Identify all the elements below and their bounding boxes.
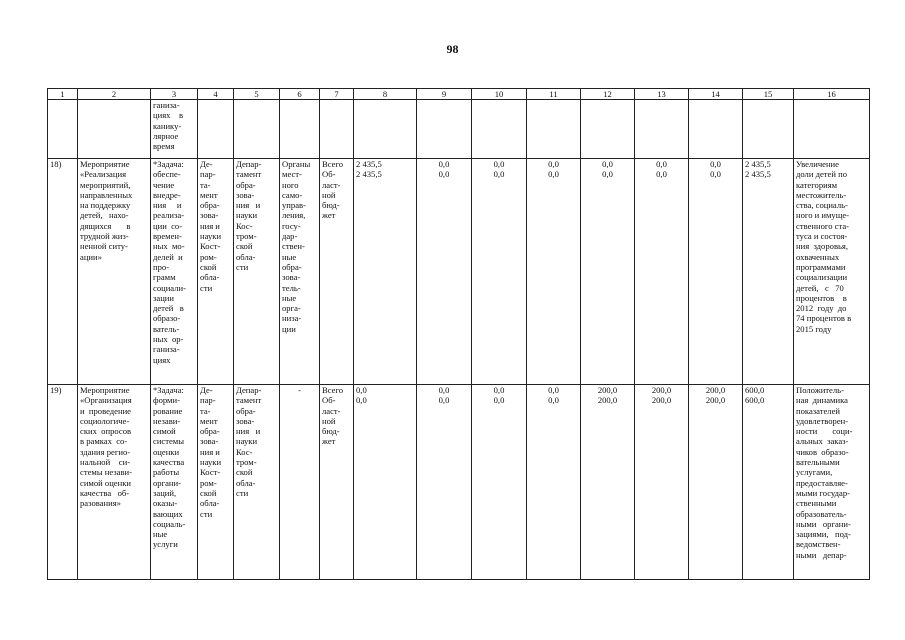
table-cell — [198, 100, 234, 159]
header-cell: 10 — [472, 89, 527, 100]
table-row-continued — [48, 100, 870, 159]
table-cell — [48, 100, 78, 159]
coexecutor-cell: Депар- тамент обра- зова- ния и науки Кос- тром- ской обла- сти — [234, 159, 280, 385]
activity-cell: Мероприятие «Организация и проведение социологиче- ских опросов в рамках со- здания регио- нальной си- стемы незави- симой оценки качества об- разования» — [78, 385, 151, 580]
executor-cell: Де- пар- та- мент обра- зова- ния и науки Кост- ром- ской обла- сти — [198, 385, 234, 580]
table-cell — [354, 100, 417, 159]
header-cell: 15 — [743, 89, 794, 100]
source-cell: Всего Об- ласт- ной бюд- жет — [320, 385, 354, 580]
total-cell: 2 435,5 2 435,5 — [743, 159, 794, 385]
table-cell — [581, 100, 635, 159]
budget-table — [47, 88, 870, 580]
table-cell — [635, 100, 689, 159]
activity-cell: Мероприятие «Реализация мероприятий, направленных на поддержку детей, нахо- дящихся в трудной жиз- ненной ситу- ации» — [78, 159, 151, 385]
header-cell: 6 — [280, 89, 320, 100]
header-cell: 9 — [417, 89, 472, 100]
header-cell: 2 — [78, 89, 151, 100]
header-cell: 11 — [527, 89, 581, 100]
coexecutor-cell: Депар- тамент обра- зова- ния и науки Кос- тром- ской обла- сти — [234, 385, 280, 580]
participants-cell: - — [280, 385, 320, 580]
task-cell: *Задача: форми- рование незави- симой системы оценки качества работы органи- заций, оказы- вающих социаль- ные услуги — [151, 385, 198, 580]
header-cell: 5 — [234, 89, 280, 100]
row-number: 18) — [48, 159, 78, 385]
page-number: 98 — [446, 42, 459, 56]
header-cell: 8 — [354, 89, 417, 100]
header-row — [48, 89, 870, 100]
table-cell — [280, 100, 320, 159]
table-cell — [689, 100, 743, 159]
header-cell: 3 — [151, 89, 198, 100]
table-cell — [234, 100, 280, 159]
header-cell: 14 — [689, 89, 743, 100]
value-cell: 0,0 0,0 — [527, 385, 581, 580]
task-cell: *Задача: обеспе- чение внедре- ния и реализа- ции со- времен- ных мо- делей и про- грамм социали- зации детей в образо- ватель- ных ор- ганиза- циях — [151, 159, 198, 385]
executor-cell: Де- пар- та- мент обра- зова- ния и науки Кост- ром- ской обла- сти — [198, 159, 234, 385]
source-cell: Всего Об- ласт- ной бюд- жет — [320, 159, 354, 385]
result-cell: Увеличение доли детей по категориям местожитель- ства, социаль- ного и имуще- ственного ста- туса и состоя- ния здоровья, охваченных программами социализации детей, с 70 процентов в 2012 году до 74 процентов в 2015 году — [794, 159, 870, 385]
value-cell: 200,0 200,0 — [689, 385, 743, 580]
result-cell: Положитель- ная динамика показателей удовлетворен- ности соци- альных заказ- чиков образо- вательными услугами, предоставляе- мыми государ- ственными образователь- ными органи- зациями, под- ведомствен- ными депар- — [794, 385, 870, 580]
table-cell — [320, 100, 354, 159]
table-cell — [417, 100, 472, 159]
header-cell: 1 — [48, 89, 78, 100]
participants-cell: Органы мест- ного само- управ- ления, госу- дар- ствен- ные обра- зова- тель- ные орга- низa- ции — [280, 159, 320, 385]
task-cell: ганиза- циях в канику- лярное время — [151, 100, 198, 159]
value-cell: 0,0 0,0 — [635, 159, 689, 385]
value-cell: 2 435,5 2 435,5 — [354, 159, 417, 385]
value-cell: 0,0 0,0 — [417, 385, 472, 580]
table-cell — [794, 100, 870, 159]
value-cell: 0,0 0,0 — [581, 159, 635, 385]
table-cell — [743, 100, 794, 159]
table-cell — [78, 100, 151, 159]
header-cell: 7 — [320, 89, 354, 100]
table-row-18 — [48, 159, 870, 385]
table-row-19 — [48, 385, 870, 580]
value-cell: 0,0 0,0 — [354, 385, 417, 580]
header-cell: 16 — [794, 89, 870, 100]
value-cell: 0,0 0,0 — [527, 159, 581, 385]
header-cell: 13 — [635, 89, 689, 100]
header-cell: 12 — [581, 89, 635, 100]
value-cell: 200,0 200,0 — [581, 385, 635, 580]
header-cell: 4 — [198, 89, 234, 100]
value-cell: 200,0 200,0 — [635, 385, 689, 580]
table-cell — [527, 100, 581, 159]
value-cell: 0,0 0,0 — [472, 159, 527, 385]
value-cell: 0,0 0,0 — [417, 159, 472, 385]
row-number: 19) — [48, 385, 78, 580]
value-cell: 0,0 0,0 — [689, 159, 743, 385]
total-cell: 600,0 600,0 — [743, 385, 794, 580]
value-cell: 0,0 0,0 — [472, 385, 527, 580]
table-cell — [472, 100, 527, 159]
